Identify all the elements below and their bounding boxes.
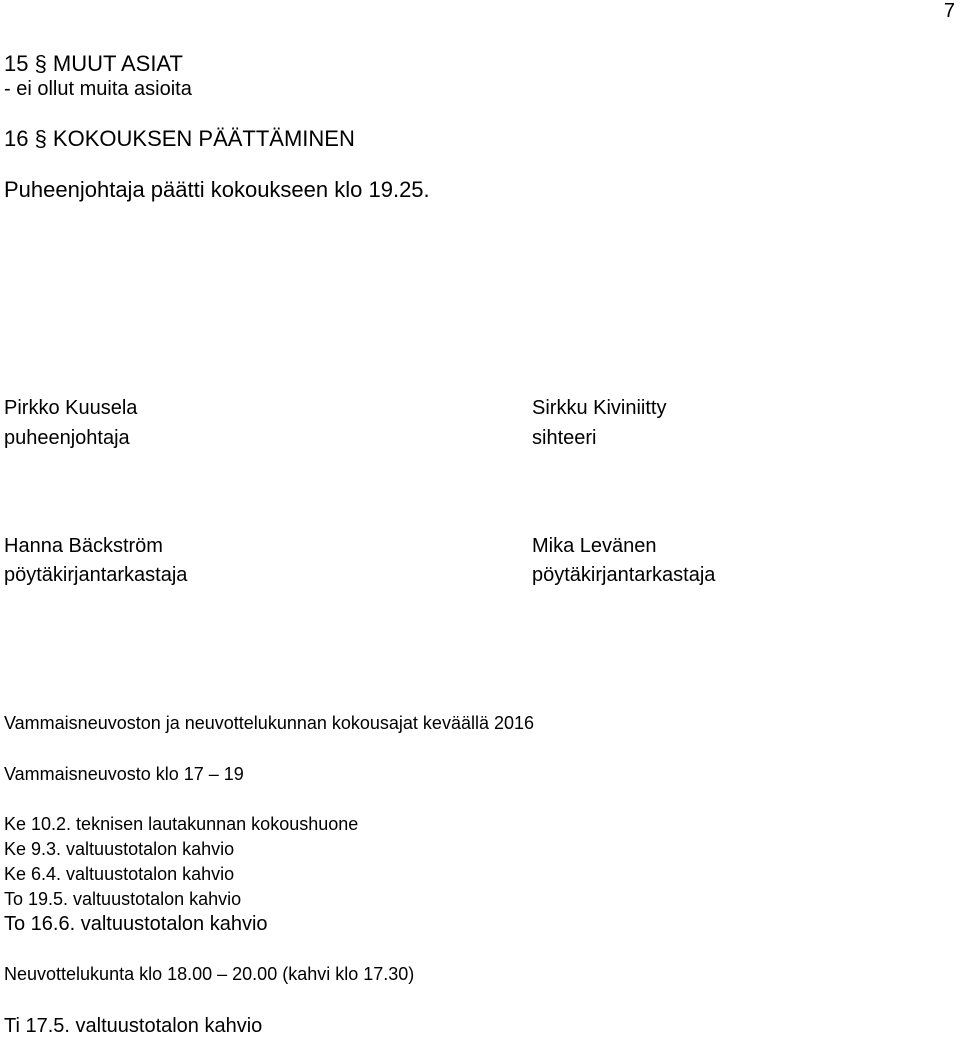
page-number: 7 [943, 0, 955, 22]
list-item: Ke 6.4. valtuustotalon kahvio [4, 864, 235, 884]
signature-role: sihteeri [532, 427, 597, 449]
signature-name: Sirkku Kiviniitty [532, 397, 667, 419]
list-item: Ke 10.2. teknisen lautakunnan kokoushuone [4, 814, 359, 834]
schedule-title: Vammaisneuvoston ja neuvottelukunnan kokousajat keväällä 2016 [4, 713, 535, 733]
list-item: Ti 17.5. valtuustotalon kahvio [4, 1015, 263, 1037]
signature-name: Pirkko Kuusela [4, 397, 138, 419]
council-heading: Vammaisneuvosto klo 17 – 19 [4, 764, 244, 784]
signature-role: pöytäkirjantarkastaja [4, 564, 188, 586]
signature-role: puheenjohtaja [4, 427, 130, 449]
list-item: To 16.6. valtuustotalon kahvio [4, 913, 268, 935]
section-15-heading: 15 § MUUT ASIAT [4, 51, 183, 76]
signature-role: pöytäkirjantarkastaja [532, 564, 716, 586]
section-16-text: Puheenjohtaja päätti kokoukseen klo 19.25. [4, 177, 430, 202]
list-item: To 19.5. valtuustotalon kahvio [4, 889, 242, 909]
signature-name: Mika Levänen [532, 535, 657, 557]
section-16-heading: 16 § KOKOUKSEN PÄÄTTÄMINEN [4, 126, 355, 151]
list-item: Ke 9.3. valtuustotalon kahvio [4, 839, 235, 859]
committee-heading: Neuvottelukunta klo 18.00 – 20.00 (kahvi klo 17.30) [4, 964, 415, 984]
section-15-text: - ei ollut muita asioita [4, 78, 192, 100]
signature-name: Hanna Bäckström [4, 535, 163, 557]
